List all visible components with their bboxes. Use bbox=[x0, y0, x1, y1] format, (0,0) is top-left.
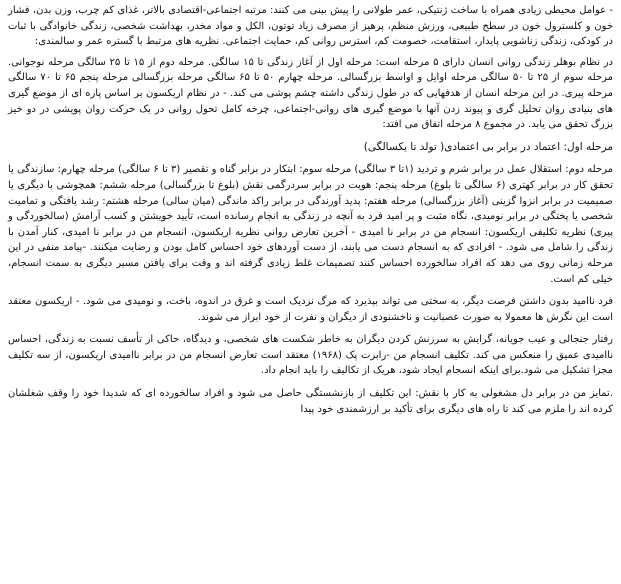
paragraph-erikson-stages: مرحله دوم: استقلال عمل در برابر شرم و تردید (۱تا ۳ سالگی) مرحله سوم: ابتکار در برابر گناه و تقصیر (۳ تا ۶ سالگی) مرحله چهارم: سازندگی یا تحقق کار در برابر کهتری (۶ سالگی تا بلوغ) مرحله پنجم: هویت در برابر سردرگمی نقش (بلوغ تا بزرگسالی) مرحله ششم: همچوشی با دیگری یا صمیمیت در برابر انزوا گزینی (آغاز بزرگسالی) مرحله هفتم: پدید آورندگی در برابر راکد ماندگی (میان سالی) مرحله هشتم: رشد یافتگی و تمامیت شخصی یا پختگی در برابر نومیدی، نگاه مثبت و پر امید فرد به آنچه در زندگی به انجام رسانده است، تأیید خویشتن و کسب آرامش (سالخوردگی و پیری) نظریه تکلیفی اریکسون: انسجام من در برابر نا امیدی - آخرین تعارض روانی نظریه اریکسون، انسجام من در برابر نا امیدی، کنار آمدن با زندگی را شامل می شود. - افرادی که به انسجام دست می یابند، از دست آوردهای خود احساس کامل بودن و رضایت میکنند. -پیامد منفی در این مرحله زمانی روی می دهد که افراد سالخورده احساس کنند تصمیمات غلط زیادی گرفته اند و وقت برای یافتن مسیر دیگری به سمت انسجام، خیلی کم است. bbox=[8, 164, 613, 285]
paragraph-life-stages: در نظام بوهلر زندگی روانی انسان دارای ۵ مرحله است: مرحله اول از آغاز زندگی تا ۱۵ سالگی. مرحله دوم از ۱۵ تا ۲۵ سالگی مرحله نوجوانی. مرحله سوم از ۲۵ تا ۵۰ سالگی مرحله اوایل و اواسط بزرگسالی. مرحله چهارم ۵۰ تا ۶۵ سالگی مرحله بزرگسالی مرحله پنجم ۶۵ تا ۷۰ سالگی مرحله پیری. در این مرحله انسان از هدفهایی که در طول زندگی داشته چشم پوشی می کند. - در نظام اریکسون بر اساس پاره ای از موضع گیری های بنیادی روان تحلیل گری و پیوند زدن آنها با موضع گیری های روانی-اجتماعی، چرخه کامل تحول روانی در یک حرکت روان پویشی در دو خیز بزرگ تحقق می یابد. در مجموع ۸ مرحله اتفاق می افتد: bbox=[8, 56, 614, 131]
stage-one-heading: مرحله اول: اعتماد در برابر بی اعتمادی( تولد تا یکسالگی) bbox=[363, 140, 613, 153]
paragraph-peck-tasks: رفتار جنجالی و عیب جویانه، گرایش به سرزنش کردن دیگران به خاطر شکست های شخصی، و دیدگاه، حاکی از تأسف نسبت به زندگی، احساس ناامیدی عمیق را منعکس می کند. تکلیف انسجام من -رابرت پک (۱۹۶۸) معتقد است تعارض انسجام من در برابر ناامیدی اریکسون، از سه تکلیف مجزا تشکیل می شود.برای اینکه انسجام ایجاد شود، هریک از تکالیف را باید انجام داد. bbox=[8, 334, 613, 377]
paragraph-despair: فرد ناامید بدون داشتن فرصت دیگر، به سختی می تواند بپذیرد که مرگ نزدیک است و غرق در اندوه، باخت، و نومیدی می شود. - اریکسون معتقد است این نگرش ها معمولا به صورت عصبانیت و ناخشنودی از دیگران و نفرت از خود ابراز می شوند. bbox=[8, 296, 613, 323]
paragraph-ego-differentiation: .تمایز من در برابر دل مشغولی به کار با نقش: این تکلیف از بازنشستگی حاصل می شود و افراد سالخورده ای که شدیدا خود را وقف شغلشان کرده اند را ملزم می کند تا راه های دیگری برای تأکید بر ارزشمندی خود پیدا bbox=[8, 388, 613, 415]
paragraph-environmental-factors: - عوامل محیطی زیادی همراه با ساخت ژنتیکی، عمر طولانی را پیش بینی می کنند: مرتبه اجتماعی-اقتصادی بالاتر، غذای کم چرب، وزن بدن، فشار خون و کلسترول خون در سطح طبیعی، ورزش منظم، پرهیز از مصرف زیاد توتون، الکل و مواد مخدر، بهداشت شخصی، زندگی خانوادگی با ثبات در کودکی، زندگی زناشویی پایدار، استقامت، خصومت کم، استرس روانی کم، حمایت اجتماعی. نظریه های مرتبط با گستره عمر و سالمندی: bbox=[8, 5, 613, 48]
